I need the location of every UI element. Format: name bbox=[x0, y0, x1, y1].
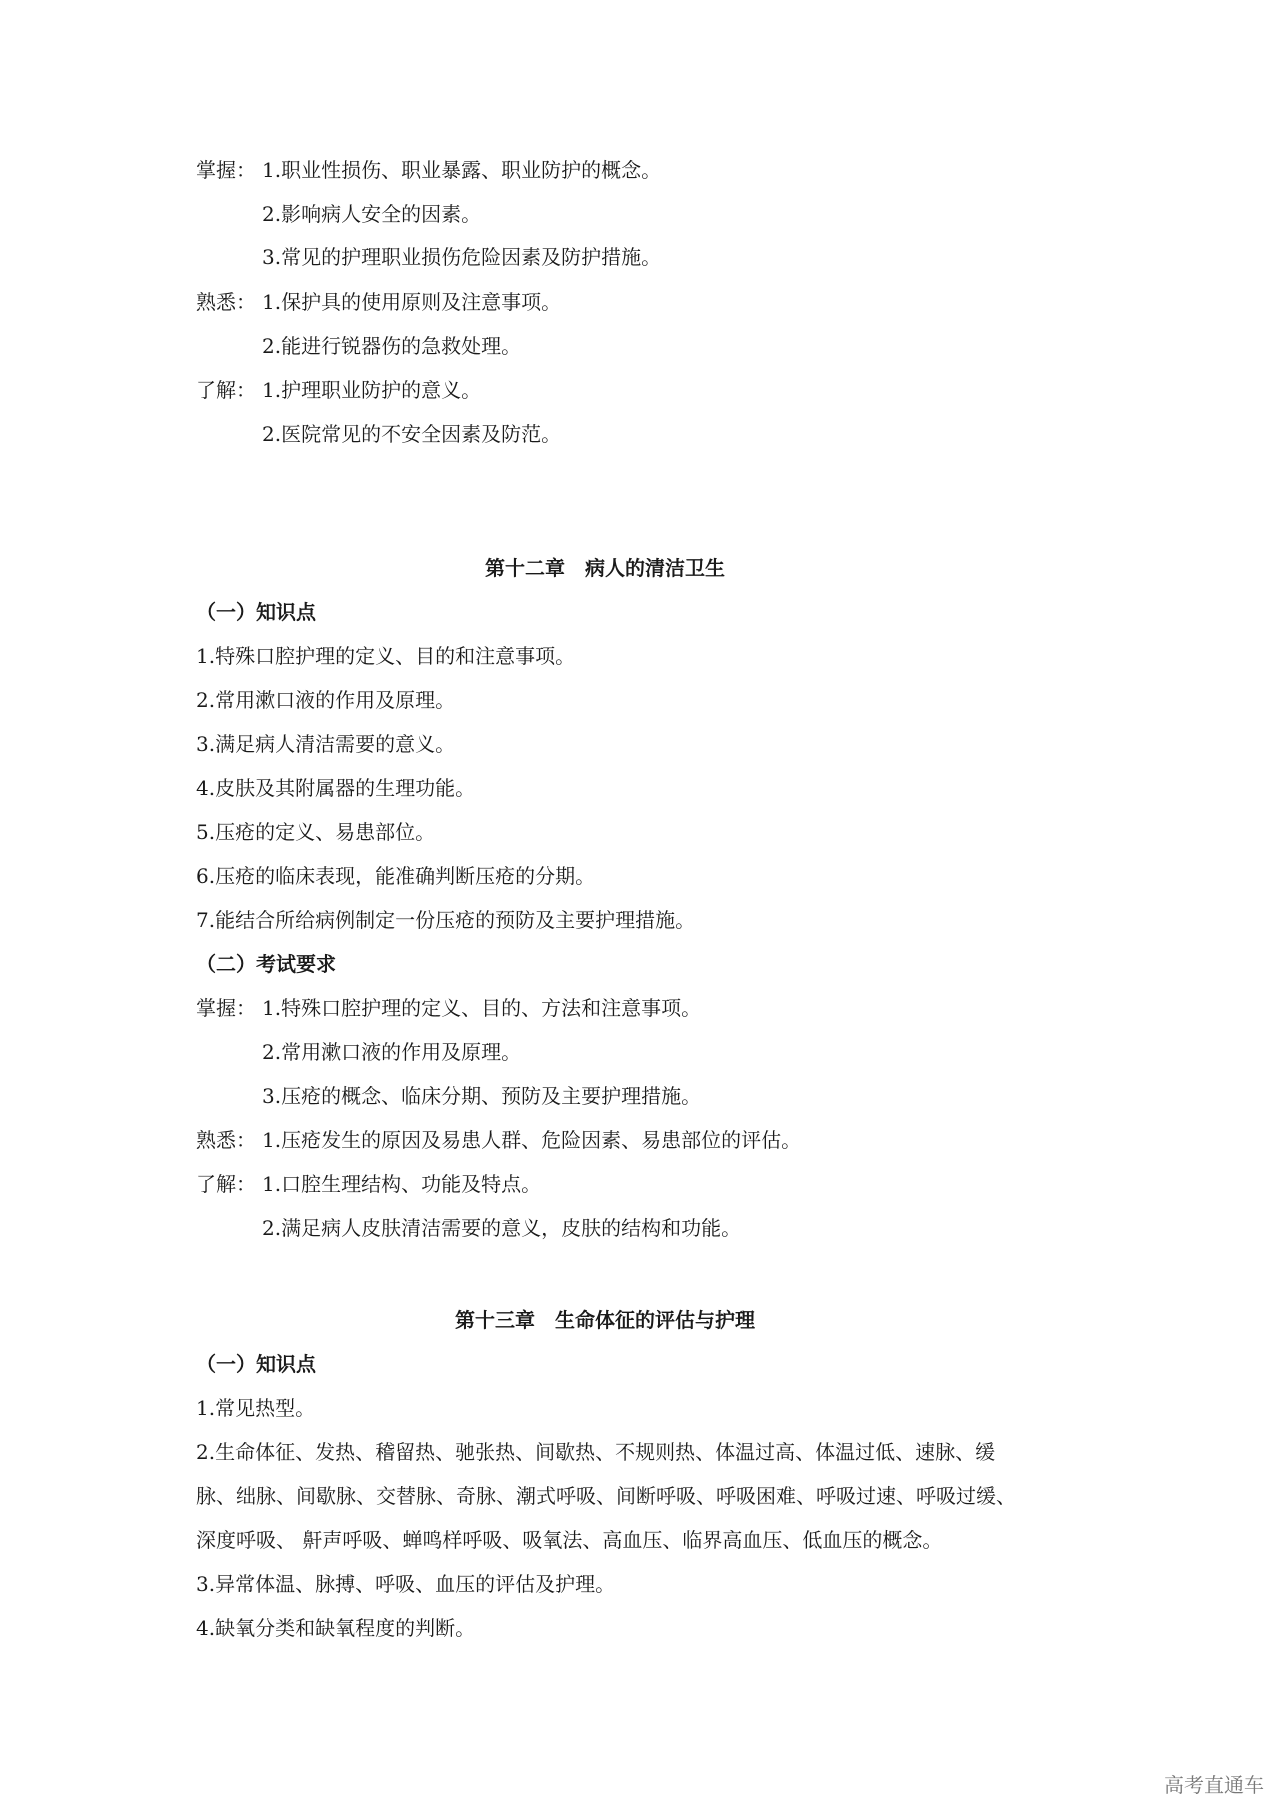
exam-heading: （二）考试要求 bbox=[196, 952, 336, 976]
knowledge-heading: （一）知识点 bbox=[196, 600, 316, 624]
list-item: 2.常用漱口液的作用及原理。 bbox=[262, 1040, 522, 1064]
list-item: 7.能结合所给病例制定一份压疮的预防及主要护理措施。 bbox=[196, 908, 696, 932]
list-item: 1.护理职业防护的意义。 bbox=[262, 378, 482, 402]
list-item: 深度呼吸、 鼾声呼吸、蝉鸣样呼吸、吸氧法、高血压、临界高血压、低血压的概念。 bbox=[196, 1528, 943, 1552]
list-item: 6.压疮的临床表现，能准确判断压疮的分期。 bbox=[196, 864, 596, 888]
list-item: 2.影响病人安全的因素。 bbox=[262, 202, 482, 226]
list-item: 4.皮肤及其附属器的生理功能。 bbox=[196, 776, 476, 800]
list-item: 3.异常体温、脉搏、呼吸、血压的评估及护理。 bbox=[196, 1572, 616, 1596]
familiar-label: 熟悉： bbox=[196, 1128, 256, 1152]
list-item: 2.能进行锐器伤的急救处理。 bbox=[262, 334, 522, 358]
understand-label: 了解： bbox=[196, 378, 256, 402]
master-label: 掌握： bbox=[196, 158, 256, 182]
list-item: 3.常见的护理职业损伤危险因素及防护措施。 bbox=[262, 245, 662, 269]
list-item: 1.常见热型。 bbox=[196, 1396, 316, 1420]
list-item: 5.压疮的定义、易患部位。 bbox=[196, 820, 436, 844]
list-item: 2.生命体征、发热、稽留热、驰张热、间歇热、不规则热、体温过高、体温过低、速脉、缓 bbox=[196, 1440, 996, 1464]
list-item: 1.特殊口腔护理的定义、目的和注意事项。 bbox=[196, 644, 576, 668]
list-item: 1.特殊口腔护理的定义、目的、方法和注意事项。 bbox=[262, 996, 702, 1020]
chapter-13-title: 第十三章 生命体征的评估与护理 bbox=[455, 1308, 755, 1332]
list-item: 1.口腔生理结构、功能及特点。 bbox=[262, 1172, 542, 1196]
list-item: 1.职业性损伤、职业暴露、职业防护的概念。 bbox=[262, 158, 662, 182]
understand-label: 了解： bbox=[196, 1172, 256, 1196]
list-item: 2.满足病人皮肤清洁需要的意义，皮肤的结构和功能。 bbox=[262, 1216, 742, 1240]
list-item: 2.医院常见的不安全因素及防范。 bbox=[262, 422, 562, 446]
list-item: 2.常用漱口液的作用及原理。 bbox=[196, 688, 456, 712]
watermark: 高考直通车 bbox=[1164, 1773, 1264, 1797]
master-label: 掌握： bbox=[196, 996, 256, 1020]
list-item: 1.压疮发生的原因及易患人群、危险因素、易患部位的评估。 bbox=[262, 1128, 802, 1152]
list-item: 4.缺氧分类和缺氧程度的判断。 bbox=[196, 1616, 476, 1640]
list-item: 3.压疮的概念、临床分期、预防及主要护理措施。 bbox=[262, 1084, 702, 1108]
list-item: 1.保护具的使用原则及注意事项。 bbox=[262, 290, 562, 314]
chapter-12-title: 第十二章 病人的清洁卫生 bbox=[485, 556, 725, 580]
list-item: 3.满足病人清洁需要的意义。 bbox=[196, 732, 456, 756]
familiar-label: 熟悉： bbox=[196, 290, 256, 314]
list-item: 脉、绌脉、间歇脉、交替脉、奇脉、潮式呼吸、间断呼吸、呼吸困难、呼吸过速、呼吸过缓、 bbox=[196, 1484, 1016, 1508]
knowledge-heading: （一）知识点 bbox=[196, 1352, 316, 1376]
